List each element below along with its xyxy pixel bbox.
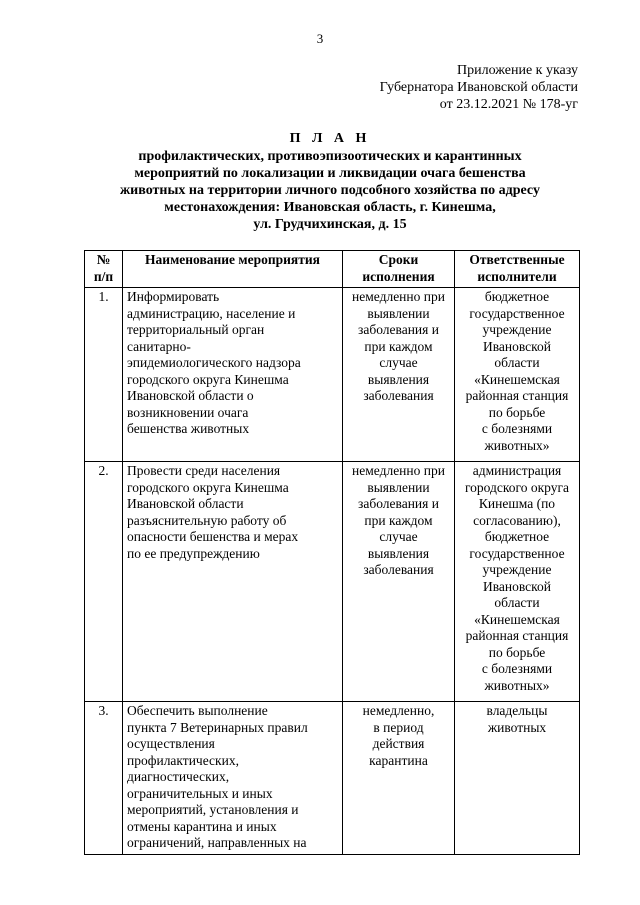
appendix-line: от 23.12.2021 № 178-уг xyxy=(439,97,578,112)
measure-name: Провести среди населения городского округа Кинешма Ивановской области разъяснительную работу об опасности бешенства и мерах по ее предупреждению xyxy=(123,462,343,702)
table-row xyxy=(85,288,580,462)
row-number: 3. xyxy=(85,702,123,855)
appendix-note xyxy=(380,62,578,113)
measure-name: Информировать администрацию, население и территориальный орган санитарно- эпидемиологического надзора городского округа Кинешма Ивановской области о возникновении очага бешенства животных xyxy=(123,288,343,462)
measures-table xyxy=(84,250,580,855)
appendix-line: Губернатора Ивановской области xyxy=(379,80,578,95)
header-num: № п/п xyxy=(85,251,123,288)
page-number: 3 xyxy=(316,31,324,46)
title-line: местонахождения: Ивановская область, г. Кинешма, xyxy=(164,200,496,215)
appendix-line: Приложение к указу xyxy=(457,63,578,78)
row-number: 1. xyxy=(85,288,123,462)
table-header-row xyxy=(85,251,580,288)
plan-heading: П Л А Н xyxy=(289,131,371,146)
header-term: Сроки исполнения xyxy=(343,251,455,288)
row-number: 2. xyxy=(85,462,123,702)
measure-name: Обеспечить выполнение пункта 7 Ветеринарных правил осуществления профилактических, диагностических, ограничительных и иных мероприятий, установления и отмены карантина и иных ограничений, направленных на xyxy=(123,702,343,855)
measure-term: немедленно при выявлении заболевания и при каждом случае выявления заболевания xyxy=(343,462,455,702)
header-responsible: Ответственные исполнители xyxy=(455,251,580,288)
title-line: мероприятий по локализации и ликвидации очага бешенства xyxy=(134,166,526,181)
document-title xyxy=(80,130,580,233)
table-row xyxy=(85,462,580,702)
measure-responsible: бюджетное государственное учреждение Ивановской области «Кинешемская районная станция по борьбе с болезнями животных» xyxy=(455,288,580,462)
title-line: ул. Грудчихинская, д. 15 xyxy=(253,217,407,232)
header-name: Наименование мероприятия xyxy=(123,251,343,288)
measure-term: немедленно при выявлении заболевания и при каждом случае выявления заболевания xyxy=(343,288,455,462)
title-line: животных на территории личного подсобного хозяйства по адресу xyxy=(120,183,540,198)
measure-term: немедленно, в период действия карантина xyxy=(343,702,455,855)
measure-responsible: владельцы животных xyxy=(455,702,580,855)
table-row xyxy=(85,702,580,855)
title-line: профилактических, противоэпизоотических и карантинных xyxy=(138,149,522,164)
measure-responsible: администрация городского округа Кинешма (по согласованию), бюджетное государственное учреждение Ивановской области «Кинешемская районная станция по борьбе с болезнями животных» xyxy=(455,462,580,702)
